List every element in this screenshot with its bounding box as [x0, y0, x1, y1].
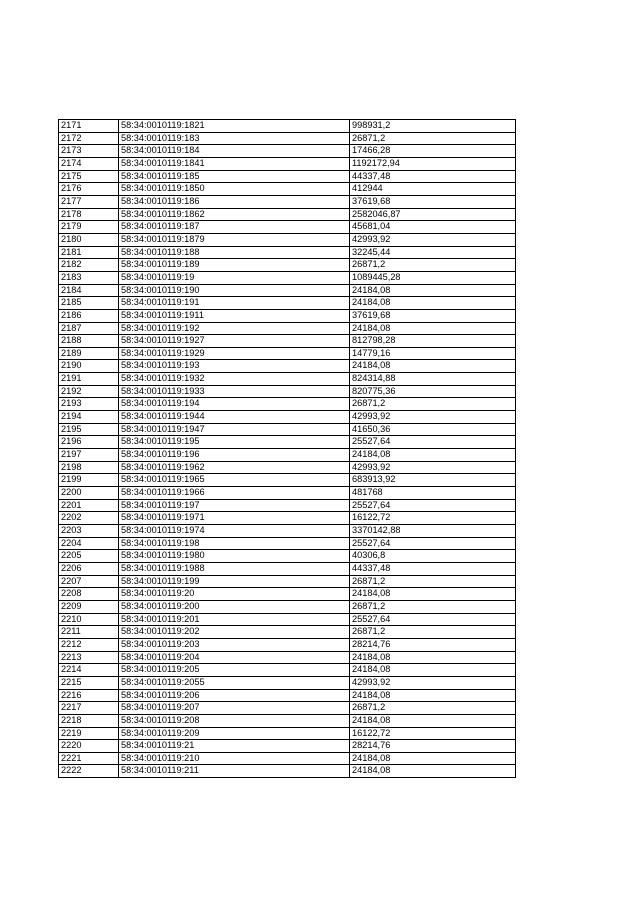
table-row [59, 385, 516, 398]
row-number-cell: 2186 [59, 309, 119, 322]
value-cell: 812798,28 [350, 335, 516, 348]
table-row [59, 499, 516, 512]
table-row [59, 626, 516, 639]
table-row [59, 145, 516, 158]
table-row [59, 765, 516, 778]
table-row [59, 575, 516, 588]
cadastral-number-cell: 58:34:0010119:1947 [119, 423, 350, 436]
cadastral-number-cell: 58:34:0010119:1966 [119, 487, 350, 500]
cadastral-number-cell: 58:34:0010119:19 [119, 271, 350, 284]
table-row [59, 233, 516, 246]
value-cell: 16122,72 [350, 512, 516, 525]
cadastral-number-cell: 58:34:0010119:197 [119, 499, 350, 512]
row-number-cell: 2175 [59, 170, 119, 183]
row-number-cell: 2174 [59, 157, 119, 170]
row-number-cell: 2196 [59, 436, 119, 449]
row-number-cell: 2202 [59, 512, 119, 525]
value-cell: 24184,08 [350, 752, 516, 765]
cadastral-number-cell: 58:34:0010119:188 [119, 246, 350, 259]
cadastral-number-cell: 58:34:0010119:210 [119, 752, 350, 765]
cadastral-number-cell: 58:34:0010119:196 [119, 449, 350, 462]
table-row [59, 284, 516, 297]
value-cell: 24184,08 [350, 689, 516, 702]
cadastral-number-cell: 58:34:0010119:183 [119, 132, 350, 145]
cadastral-number-cell: 58:34:0010119:199 [119, 575, 350, 588]
row-number-cell: 2195 [59, 423, 119, 436]
row-number-cell: 2178 [59, 208, 119, 221]
value-cell: 25527,64 [350, 613, 516, 626]
cadastral-number-cell: 58:34:0010119:1879 [119, 233, 350, 246]
row-number-cell: 2216 [59, 689, 119, 702]
value-cell: 24184,08 [350, 588, 516, 601]
row-number-cell: 2171 [59, 120, 119, 133]
value-cell: 25527,64 [350, 537, 516, 550]
value-cell: 820775,36 [350, 385, 516, 398]
row-number-cell: 2185 [59, 297, 119, 310]
cadastral-number-cell: 58:34:0010119:206 [119, 689, 350, 702]
row-number-cell: 2192 [59, 385, 119, 398]
table-row [59, 727, 516, 740]
cadastral-number-cell: 58:34:0010119:1927 [119, 335, 350, 348]
row-number-cell: 2183 [59, 271, 119, 284]
value-cell: 45681,04 [350, 221, 516, 234]
row-number-cell: 2199 [59, 474, 119, 487]
row-number-cell: 2209 [59, 600, 119, 613]
value-cell: 28214,76 [350, 638, 516, 651]
row-number-cell: 2177 [59, 195, 119, 208]
value-cell: 41650,36 [350, 423, 516, 436]
row-number-cell: 2206 [59, 562, 119, 575]
value-cell: 37619,68 [350, 309, 516, 322]
row-number-cell: 2200 [59, 487, 119, 500]
value-cell: 1089445,28 [350, 271, 516, 284]
table-body [59, 120, 516, 778]
table-row [59, 600, 516, 613]
table-row [59, 157, 516, 170]
row-number-cell: 2213 [59, 651, 119, 664]
cadastral-number-cell: 58:34:0010119:1932 [119, 373, 350, 386]
value-cell: 44337,48 [350, 170, 516, 183]
value-cell: 26871,2 [350, 702, 516, 715]
value-cell: 412944 [350, 183, 516, 196]
table-row [59, 208, 516, 221]
row-number-cell: 2187 [59, 322, 119, 335]
cadastral-number-cell: 58:34:0010119:1862 [119, 208, 350, 221]
table-row [59, 525, 516, 538]
row-number-cell: 2181 [59, 246, 119, 259]
table-row [59, 740, 516, 753]
row-number-cell: 2204 [59, 537, 119, 550]
value-cell: 42993,92 [350, 676, 516, 689]
cadastral-number-cell: 58:34:0010119:185 [119, 170, 350, 183]
value-cell: 24184,08 [350, 651, 516, 664]
row-number-cell: 2179 [59, 221, 119, 234]
cadastral-number-cell: 58:34:0010119:193 [119, 360, 350, 373]
row-number-cell: 2191 [59, 373, 119, 386]
cadastral-number-cell: 58:34:0010119:1929 [119, 347, 350, 360]
value-cell: 26871,2 [350, 398, 516, 411]
row-number-cell: 2212 [59, 638, 119, 651]
value-cell: 42993,92 [350, 233, 516, 246]
row-number-cell: 2188 [59, 335, 119, 348]
cadastral-number-cell: 58:34:0010119:1965 [119, 474, 350, 487]
row-number-cell: 2182 [59, 259, 119, 272]
row-number-cell: 2172 [59, 132, 119, 145]
table-row [59, 170, 516, 183]
table-row [59, 689, 516, 702]
row-number-cell: 2194 [59, 411, 119, 424]
cadastral-number-cell: 58:34:0010119:1841 [119, 157, 350, 170]
table-row [59, 562, 516, 575]
cadastral-number-cell: 58:34:0010119:1933 [119, 385, 350, 398]
table-row [59, 512, 516, 525]
table-row [59, 423, 516, 436]
value-cell: 42993,92 [350, 411, 516, 424]
value-cell: 32245,44 [350, 246, 516, 259]
cadastral-number-cell: 58:34:0010119:190 [119, 284, 350, 297]
table-row [59, 449, 516, 462]
table-row [59, 335, 516, 348]
row-number-cell: 2201 [59, 499, 119, 512]
value-cell: 24184,08 [350, 322, 516, 335]
row-number-cell: 2176 [59, 183, 119, 196]
row-number-cell: 2184 [59, 284, 119, 297]
table-row [59, 259, 516, 272]
value-cell: 28214,76 [350, 740, 516, 753]
cadastral-number-cell: 58:34:0010119:1962 [119, 461, 350, 474]
cadastral-number-cell: 58:34:0010119:1988 [119, 562, 350, 575]
cadastral-number-cell: 58:34:0010119:1850 [119, 183, 350, 196]
value-cell: 26871,2 [350, 259, 516, 272]
cadastral-number-cell: 58:34:0010119:1980 [119, 550, 350, 563]
value-cell: 824314,88 [350, 373, 516, 386]
table-row [59, 221, 516, 234]
cadastral-number-cell: 58:34:0010119:1821 [119, 120, 350, 133]
table-row [59, 183, 516, 196]
row-number-cell: 2193 [59, 398, 119, 411]
cadastral-number-cell: 58:34:0010119:204 [119, 651, 350, 664]
cadastral-number-cell: 58:34:0010119:200 [119, 600, 350, 613]
row-number-cell: 2173 [59, 145, 119, 158]
row-number-cell: 2221 [59, 752, 119, 765]
value-cell: 17466,28 [350, 145, 516, 158]
value-cell: 3370142,88 [350, 525, 516, 538]
value-cell: 44337,48 [350, 562, 516, 575]
table-row [59, 664, 516, 677]
table-row [59, 588, 516, 601]
cadastral-number-cell: 58:34:0010119:194 [119, 398, 350, 411]
cadastral-number-cell: 58:34:0010119:1974 [119, 525, 350, 538]
value-cell: 42993,92 [350, 461, 516, 474]
cadastral-number-cell: 58:34:0010119:208 [119, 714, 350, 727]
cadastral-number-cell: 58:34:0010119:1944 [119, 411, 350, 424]
value-cell: 24184,08 [350, 449, 516, 462]
cadastral-number-cell: 58:34:0010119:192 [119, 322, 350, 335]
row-number-cell: 2203 [59, 525, 119, 538]
table-row [59, 651, 516, 664]
table-row [59, 309, 516, 322]
row-number-cell: 2219 [59, 727, 119, 740]
table-row [59, 714, 516, 727]
value-cell: 24184,08 [350, 284, 516, 297]
table-row [59, 461, 516, 474]
row-number-cell: 2180 [59, 233, 119, 246]
cadastral-number-cell: 58:34:0010119:187 [119, 221, 350, 234]
row-number-cell: 2215 [59, 676, 119, 689]
table-row [59, 373, 516, 386]
cadastral-number-cell: 58:34:0010119:20 [119, 588, 350, 601]
row-number-cell: 2222 [59, 765, 119, 778]
row-number-cell: 2189 [59, 347, 119, 360]
cadastral-number-cell: 58:34:0010119:211 [119, 765, 350, 778]
value-cell: 1192172,94 [350, 157, 516, 170]
row-number-cell: 2214 [59, 664, 119, 677]
table-row [59, 474, 516, 487]
table-row [59, 246, 516, 259]
table-row [59, 550, 516, 563]
table-row [59, 702, 516, 715]
table-row [59, 347, 516, 360]
value-cell: 25527,64 [350, 436, 516, 449]
value-cell: 37619,68 [350, 195, 516, 208]
table-row [59, 297, 516, 310]
table-row [59, 271, 516, 284]
row-number-cell: 2217 [59, 702, 119, 715]
cadastral-number-cell: 58:34:0010119:1911 [119, 309, 350, 322]
value-cell: 26871,2 [350, 132, 516, 145]
cadastral-number-cell: 58:34:0010119:202 [119, 626, 350, 639]
table-row [59, 195, 516, 208]
value-cell: 26871,2 [350, 600, 516, 613]
cadastral-number-cell: 58:34:0010119:198 [119, 537, 350, 550]
value-cell: 998931,2 [350, 120, 516, 133]
value-cell: 481768 [350, 487, 516, 500]
cadastral-number-cell: 58:34:0010119:207 [119, 702, 350, 715]
table-row [59, 120, 516, 133]
row-number-cell: 2205 [59, 550, 119, 563]
value-cell: 24184,08 [350, 714, 516, 727]
value-cell: 26871,2 [350, 575, 516, 588]
table-row [59, 487, 516, 500]
row-number-cell: 2197 [59, 449, 119, 462]
value-cell: 683913,92 [350, 474, 516, 487]
row-number-cell: 2211 [59, 626, 119, 639]
cadastral-number-cell: 58:34:0010119:203 [119, 638, 350, 651]
value-cell: 24184,08 [350, 664, 516, 677]
table-row [59, 411, 516, 424]
value-cell: 24184,08 [350, 297, 516, 310]
row-number-cell: 2190 [59, 360, 119, 373]
row-number-cell: 2207 [59, 575, 119, 588]
table-row [59, 398, 516, 411]
table-row [59, 752, 516, 765]
table-row [59, 322, 516, 335]
data-table [58, 119, 516, 778]
value-cell: 2582046,87 [350, 208, 516, 221]
value-cell: 16122,72 [350, 727, 516, 740]
cadastral-number-cell: 58:34:0010119:189 [119, 259, 350, 272]
row-number-cell: 2208 [59, 588, 119, 601]
value-cell: 25527,64 [350, 499, 516, 512]
value-cell: 26871,2 [350, 626, 516, 639]
cadastral-number-cell: 58:34:0010119:1971 [119, 512, 350, 525]
cadastral-number-cell: 58:34:0010119:195 [119, 436, 350, 449]
value-cell: 24184,08 [350, 765, 516, 778]
table-row [59, 132, 516, 145]
table-row [59, 613, 516, 626]
cadastral-number-cell: 58:34:0010119:209 [119, 727, 350, 740]
row-number-cell: 2220 [59, 740, 119, 753]
row-number-cell: 2218 [59, 714, 119, 727]
row-number-cell: 2198 [59, 461, 119, 474]
value-cell: 14779,16 [350, 347, 516, 360]
cadastral-number-cell: 58:34:0010119:205 [119, 664, 350, 677]
table-row [59, 360, 516, 373]
cadastral-number-cell: 58:34:0010119:191 [119, 297, 350, 310]
row-number-cell: 2210 [59, 613, 119, 626]
cadastral-number-cell: 58:34:0010119:184 [119, 145, 350, 158]
table-row [59, 638, 516, 651]
table-row [59, 537, 516, 550]
cadastral-number-cell: 58:34:0010119:186 [119, 195, 350, 208]
table-row [59, 436, 516, 449]
value-cell: 24184,08 [350, 360, 516, 373]
cadastral-number-cell: 58:34:0010119:201 [119, 613, 350, 626]
table-row [59, 676, 516, 689]
value-cell: 40306,8 [350, 550, 516, 563]
cadastral-number-cell: 58:34:0010119:21 [119, 740, 350, 753]
cadastral-number-cell: 58:34:0010119:2055 [119, 676, 350, 689]
